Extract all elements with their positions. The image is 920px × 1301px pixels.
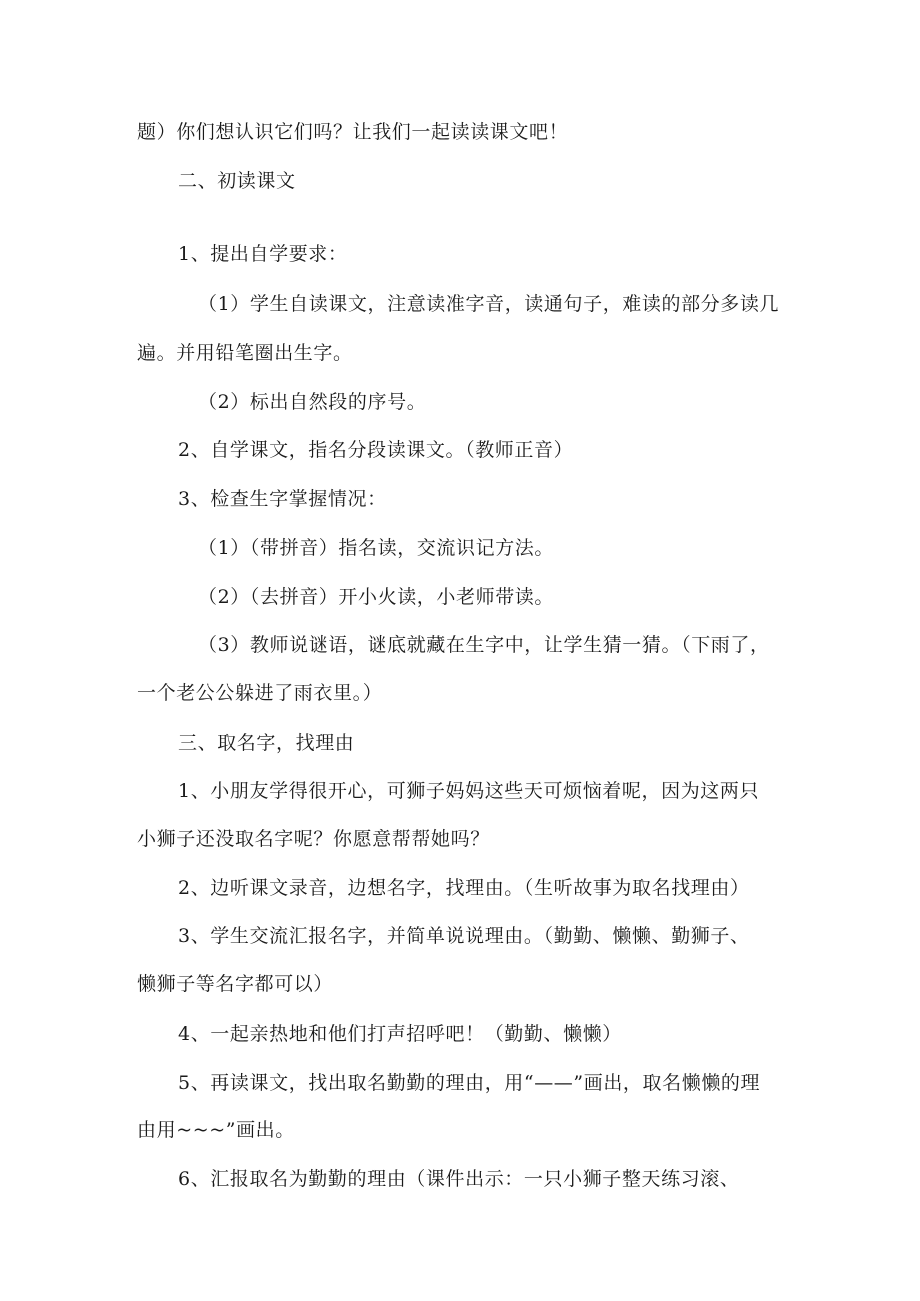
text-line: 小狮子还没取名字呢？你愿意帮帮她吗？ [137,828,490,850]
text-line: 1、小朋友学得很开心，可狮子妈妈这些天可烦恼着呢，因为这两只 [178,780,760,802]
text-line: 4、一起亲热地和他们打声招呼吧！（勤勤、懒懒） [178,1023,622,1045]
text-line: 遍。并用铅笔圈出生字。 [137,342,353,364]
text-line: 5、再读课文，找出取名勤勤的理由，用“——”画出，取名懒懒的理 [178,1072,761,1094]
text-line: 3、检查生字掌握情况： [178,488,387,510]
section-heading-3: 三、取名字，找理由 [178,732,355,754]
text-line: （2）（去拼音）开小火读，小老师带读。 [198,586,554,608]
text-line-continuation: 题）你们想认识它们吗？让我们一起读读课文吧！ [137,121,569,143]
text-line: （3）教师说谜语，谜底就藏在生字中，让学生猜一猜。（下雨了， [198,634,770,656]
text-line: （1）（带拼音）指名读，交流识记方法。 [198,537,554,559]
text-line: 2、边听课文录音，边想名字，找理由。（生听故事为取名找理由） [178,877,750,899]
text-line: 1、提出自学要求： [178,243,348,265]
text-line: 2、自学课文，指名分段读课文。（教师正音） [178,439,574,461]
text-line: （2）标出自然段的序号。 [198,391,427,413]
text-line: 一个老公公躲进了雨衣里。） [137,682,383,704]
text-line: 3、学生交流汇报名字，并简单说说理由。（勤勤、懒懒、勤狮子、 [178,925,750,947]
text-line: 懒狮子等名字都可以） [137,973,334,995]
text-line: （1）学生自读课文，注意读准字音，读通句子，难读的部分多读几 [198,293,780,315]
section-heading-2: 二、初读课文 [178,170,296,192]
text-line: 6、汇报取名为勤勤的理由（课件出示：一只小狮子整天练习滚、 [178,1168,740,1190]
text-line: 由用~~~”画出。 [137,1119,295,1141]
